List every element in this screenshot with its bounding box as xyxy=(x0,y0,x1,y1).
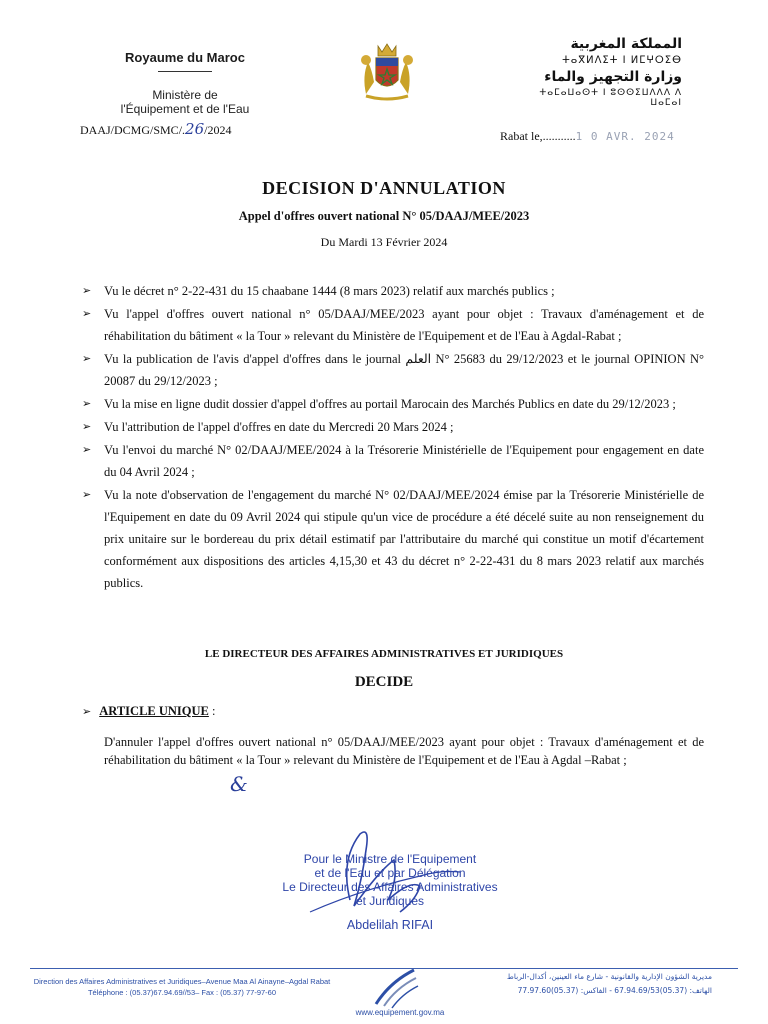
reference-suffix: /2024 xyxy=(204,123,232,137)
ministry-name-fr xyxy=(60,88,310,116)
article-heading: ➢ ARTICLE UNIQUE : xyxy=(82,704,216,718)
list-item: ➢ Vu l'attribution de l'appel d'offres en date du Mercredi 20 Mars 2024 ; xyxy=(82,416,704,438)
list-item: ➢ Vu l'envoi du marché N° 02/DAAJ/MEE/2024 à la Trésorerie Ministérielle de l'Equipement pour engagement en date du 04 Avril 2024 ; xyxy=(82,439,704,483)
website-link[interactable]: www.equipement.gov.ma xyxy=(355,1008,445,1017)
coat-of-arms-icon xyxy=(352,36,422,106)
ministry-name-ar: وزارة التجهيز والماء xyxy=(544,69,682,85)
signature-line-3: Le Directeur des Affaires Administratives xyxy=(282,880,498,894)
footer-address-fr: Direction des Affaires Administratives et Juridiques–Avenue Maa Al Ainayne–Agdal Rabat Téléphone : (05.37)67.94.69//53– Fax : (05.37) 77-97-60 xyxy=(33,977,331,997)
signature-line-2: et de l'Eau et par Délégation xyxy=(314,866,466,880)
kingdom-name-ar: المملكة المغربية xyxy=(570,36,682,52)
ministry-line-2: l'Équipement et de l'Eau xyxy=(120,102,250,116)
document-subtitle: Appel d'offres ouvert national N° 05/DAAJ/MEE/2023 xyxy=(238,209,530,223)
reference-prefix: DAAJ/DCMG/SMC/. xyxy=(80,123,186,137)
list-item: ➢ Vu la mise en ligne dudit dossier d'appel d'offres au portail Marocain des Marchés Publics en date du 29/12/2023 ; xyxy=(82,393,704,415)
list-item: ➢ Vu la publication de l'avis d'appel d'offres dans le journal العلم N° 25683 du 29/12/2023 et le journal OPINION N° 20087 du 29/12/2023 ; xyxy=(82,348,704,392)
document-title: DECISION D'ANNULATION xyxy=(262,178,506,198)
arrow-bullet-icon: ➢ xyxy=(82,705,92,718)
footer-address-ar: مديرية الشؤون الإدارية والقانونية - شارع ماء العينين، أكدال-الرباط الهاتف: (05.37)67.94.69/53 - الفاكس: (05.37)77.97.60 xyxy=(506,972,712,995)
header-left xyxy=(60,50,310,116)
header-right xyxy=(532,36,682,108)
arrow-bullet-icon: ➢ xyxy=(82,352,92,365)
kingdom-name-tifinagh: ⵜⴰⴳⵍⴷⵉⵜ ⵏ ⵍⵎⵖⵔⵉⴱ xyxy=(562,55,682,66)
handwritten-initial: & xyxy=(230,772,248,796)
arrow-bullet-icon: ➢ xyxy=(82,284,92,297)
arrow-bullet-icon: ➢ xyxy=(82,443,92,456)
kingdom-name-fr: Royaume du Maroc xyxy=(125,50,245,65)
article-label: ARTICLE UNIQUE xyxy=(99,704,209,718)
list-item: ➢ Vu l'appel d'offres ouvert national n° 05/DAAJ/MEE/2023 ayant pour objet : Travaux d'aménagement et de réhabilitation du bâtiment « la Tour » relevant du Ministère de l'Equipement et de l'Eau à Agdal-Rabat ; xyxy=(82,303,704,347)
ministry-line-1: Ministère de xyxy=(152,88,218,102)
arrow-bullet-icon: ➢ xyxy=(82,420,92,433)
signature-block xyxy=(260,852,520,932)
article-text: D'annuler l'appel d'offres ouvert national n° 05/DAAJ/MEE/2023 ayant pour objet : Travaux d'aménagement et de réhabilitation du bâtiment « la Tour » relevant du Ministère de l'Equipement et de l'Eau à Agdal –Rabat ; xyxy=(104,735,704,767)
arrow-bullet-icon: ➢ xyxy=(82,307,92,320)
document-date: Du Mardi 13 Février 2024 xyxy=(320,235,448,249)
signatory-name: Abdelilah RIFAI xyxy=(346,918,434,932)
place-date-label: Rabat le,........... xyxy=(500,129,576,143)
list-item: ➢ Vu le décret n° 2-22-431 du 15 chaabane 1444 (8 mars 2023) relatif aux marchés publics ; xyxy=(82,280,704,302)
considerations-list xyxy=(82,280,704,595)
ministry-name-tifinagh: ⵜⴰⵎⴰⵡⴰⵙⵜ ⵏ ⵓⵙⵙⵉⵡⴷⴷⴷ ⴷ ⵡⴰⵎⴰⵏ xyxy=(539,88,682,108)
director-heading: LE DIRECTEUR DES AFFAIRES ADMINISTRATIVES ET JURIDIQUES xyxy=(204,648,564,660)
list-item: ➢ Vu la note d'observation de l'engagement du marché N° 02/DAAJ/MEE/2024 émise par la Trésorerie Ministérielle de l'Equipement en date du 09 Avril 2024 qui stipule qu'un vice de procédure a été décelé suite au non renseignement du prix unitaire sur le bordereau du prix détail estimatif par l'attributaire du marché qui constitue un motif d'écartement conformément aux dispositions des articles 4,15,30 et 43 du décret n° 2-22-431 du 8 mars 2023 relatif aux marchés publics. xyxy=(82,484,704,594)
ministry-logo-icon xyxy=(370,964,420,1010)
reference-number xyxy=(80,120,231,138)
signature-line-4: et Juridiques xyxy=(355,894,425,908)
signature-line-1: Pour le Ministre de l'Equipement xyxy=(303,852,477,866)
reference-handwritten-number: 26 xyxy=(185,120,205,138)
decide-heading: DECIDE xyxy=(354,674,414,690)
header-divider xyxy=(158,71,212,72)
place-date xyxy=(500,129,675,144)
arrow-bullet-icon: ➢ xyxy=(82,397,92,410)
arrow-bullet-icon: ➢ xyxy=(82,488,92,501)
date-stamp: 1 0 AVR. 2024 xyxy=(575,130,675,143)
